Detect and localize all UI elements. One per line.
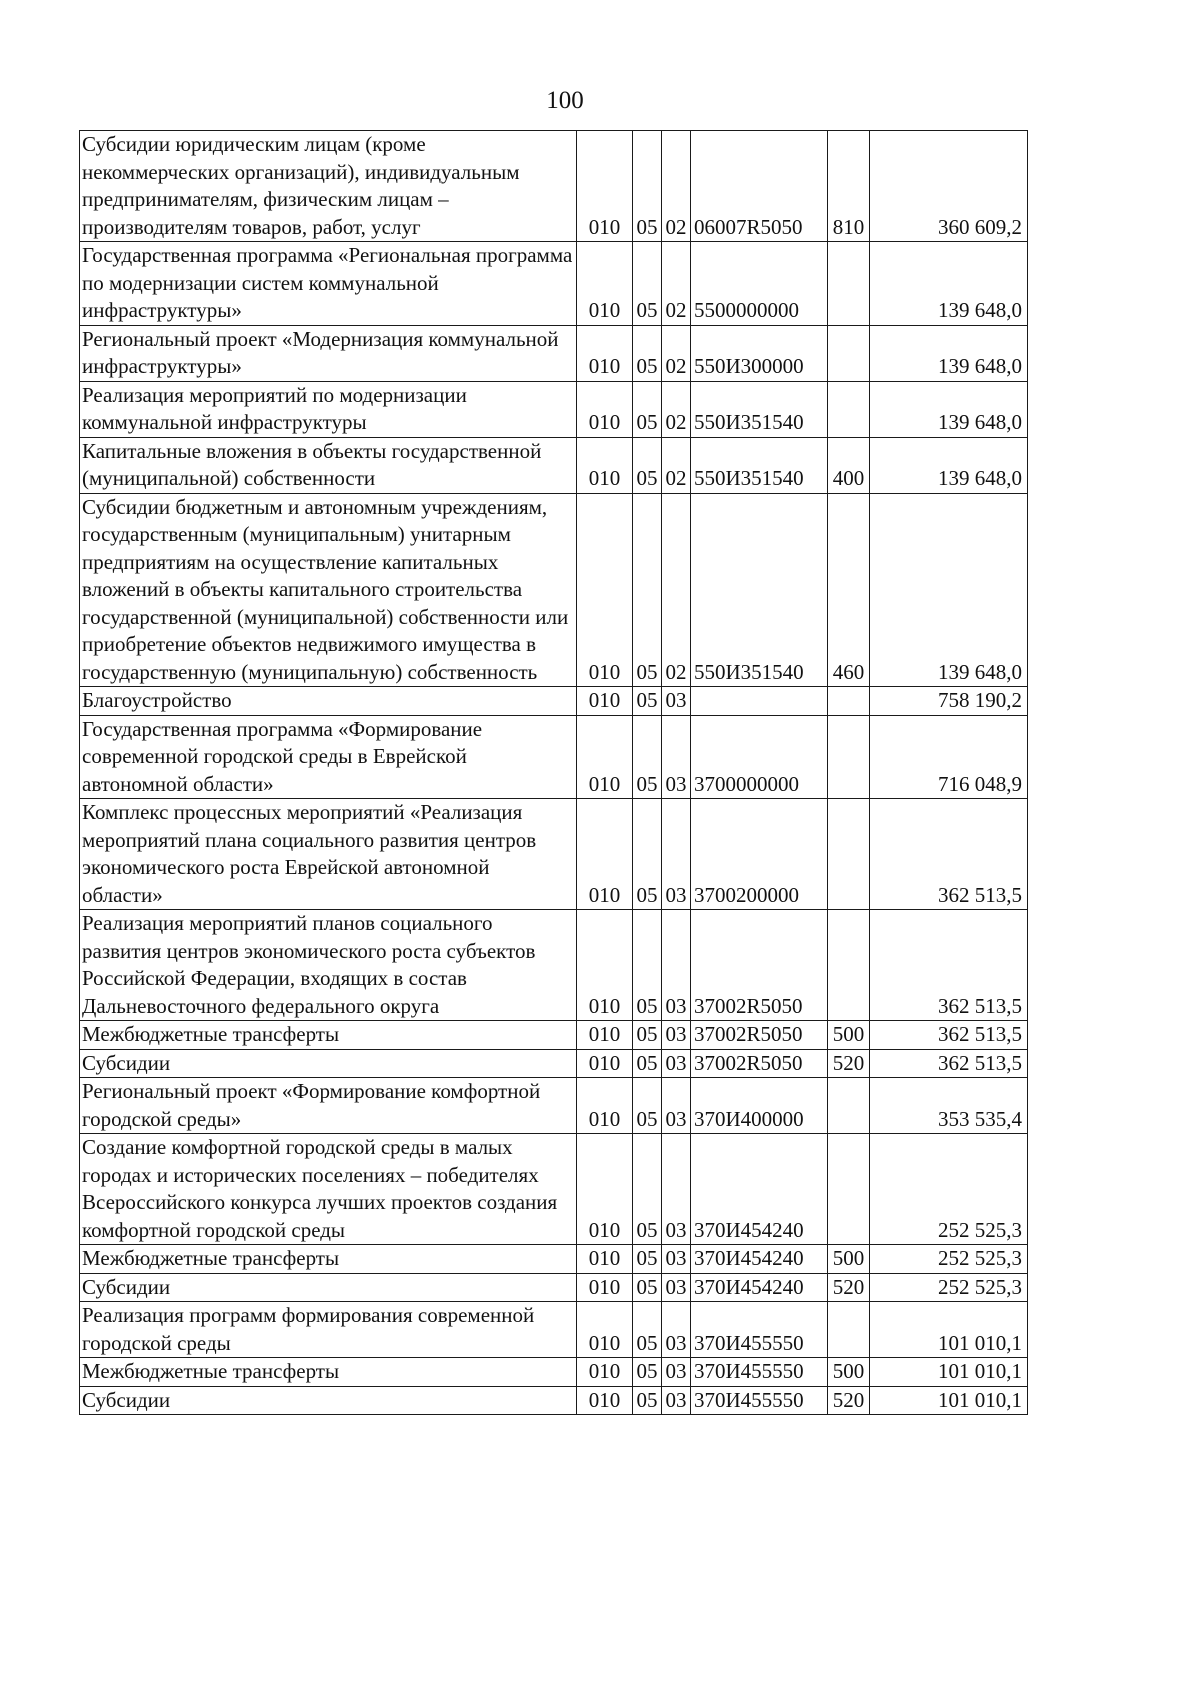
row-vr: [828, 1134, 870, 1245]
row-name: Капитальные вложения в объекты государственной (муниципальной) собственности: [80, 437, 577, 493]
row-rz: 05: [633, 493, 662, 687]
page-number: 100: [546, 87, 584, 114]
table-row: [80, 1358, 1028, 1387]
row-name: Субсидии: [80, 1049, 577, 1078]
table-row: [80, 131, 1028, 242]
row-csr: 550И351540: [691, 381, 828, 437]
row-rz: 05: [633, 381, 662, 437]
row-gr: 010: [577, 242, 633, 326]
row-vr: 520: [828, 1049, 870, 1078]
table-row: [80, 1302, 1028, 1358]
row-pr: 02: [662, 493, 691, 687]
row-pr: 03: [662, 1273, 691, 1302]
row-pr: 03: [662, 715, 691, 799]
table-row: [80, 242, 1028, 326]
row-sum: 139 648,0: [870, 242, 1028, 326]
row-vr: [828, 242, 870, 326]
row-gr: 010: [577, 1358, 633, 1387]
row-csr: [691, 687, 828, 716]
row-gr: 010: [577, 799, 633, 910]
row-name: Субсидии: [80, 1273, 577, 1302]
row-gr: 010: [577, 687, 633, 716]
table-row: [80, 1386, 1028, 1415]
row-gr: 010: [577, 1302, 633, 1358]
budget-table-body: [80, 131, 1028, 1415]
row-gr: 010: [577, 1273, 633, 1302]
table-row: [80, 437, 1028, 493]
table-row: [80, 325, 1028, 381]
row-csr: 5500000000: [691, 242, 828, 326]
row-rz: 05: [633, 1049, 662, 1078]
row-gr: 010: [577, 493, 633, 687]
row-rz: 05: [633, 910, 662, 1021]
row-name: Субсидии юридическим лицам (кроме некоммерческих организаций), индивидуальным предпринимателям, физическим лицам – производителям товаров, работ, услуг: [80, 131, 577, 242]
row-vr: [828, 1302, 870, 1358]
row-csr: 3700200000: [691, 799, 828, 910]
row-rz: 05: [633, 1021, 662, 1050]
row-sum: 101 010,1: [870, 1358, 1028, 1387]
row-name: Реализация мероприятий по модернизации коммунальной инфраструктуры: [80, 381, 577, 437]
row-name: Региональный проект «Модернизация коммунальной инфраструктуры»: [80, 325, 577, 381]
row-sum: 360 609,2: [870, 131, 1028, 242]
row-sum: 758 190,2: [870, 687, 1028, 716]
table-row: [80, 381, 1028, 437]
row-vr: [828, 687, 870, 716]
row-gr: 010: [577, 325, 633, 381]
row-vr: 500: [828, 1245, 870, 1274]
row-vr: 520: [828, 1273, 870, 1302]
row-rz: 05: [633, 1386, 662, 1415]
table-row: [80, 687, 1028, 716]
row-rz: 05: [633, 1245, 662, 1274]
row-gr: 010: [577, 1049, 633, 1078]
row-name: Реализация мероприятий планов социального развития центров экономического роста субъектов Российской Федерации, входящих в состав Дальневосточного федерального округа: [80, 910, 577, 1021]
row-pr: 03: [662, 1245, 691, 1274]
row-sum: 353 535,4: [870, 1078, 1028, 1134]
row-rz: 05: [633, 1078, 662, 1134]
row-vr: 400: [828, 437, 870, 493]
row-csr: 3700000000: [691, 715, 828, 799]
row-name: Государственная программа «Формирование современной городской среды в Еврейской автономной области»: [80, 715, 577, 799]
row-name: Межбюджетные трансферты: [80, 1245, 577, 1274]
row-sum: 362 513,5: [870, 1021, 1028, 1050]
row-name: Государственная программа «Региональная программа по модернизации систем коммунальной инфраструктуры»: [80, 242, 577, 326]
row-name: Субсидии: [80, 1386, 577, 1415]
row-csr: 06007R5050: [691, 131, 828, 242]
row-rz: 05: [633, 715, 662, 799]
row-vr: 500: [828, 1358, 870, 1387]
row-sum: 362 513,5: [870, 910, 1028, 1021]
row-name: Создание комфортной городской среды в малых городах и исторических поселениях – победителях Всероссийского конкурса лучших проектов создания комфортной городской среды: [80, 1134, 577, 1245]
row-csr: 370И454240: [691, 1245, 828, 1274]
row-sum: 252 525,3: [870, 1273, 1028, 1302]
row-name: Межбюджетные трансферты: [80, 1021, 577, 1050]
row-vr: [828, 381, 870, 437]
row-pr: 03: [662, 1386, 691, 1415]
row-rz: 05: [633, 242, 662, 326]
row-gr: 010: [577, 1245, 633, 1274]
row-vr: [828, 799, 870, 910]
row-pr: 03: [662, 1358, 691, 1387]
row-sum: 716 048,9: [870, 715, 1028, 799]
row-gr: 010: [577, 1134, 633, 1245]
row-csr: 37002R5050: [691, 910, 828, 1021]
row-name: Благоустройство: [80, 687, 577, 716]
row-sum: 139 648,0: [870, 493, 1028, 687]
row-rz: 05: [633, 799, 662, 910]
row-name: Субсидии бюджетным и автономным учреждениям, государственным (муниципальным) унитарным предприятиям на осуществление капитальных вложений в объекты капитального строительства государственной (муниципальной) собственности или приобретение объектов недвижимого имущества в государственную (муниципальную) собственность: [80, 493, 577, 687]
row-sum: 252 525,3: [870, 1245, 1028, 1274]
row-vr: [828, 715, 870, 799]
table-row: [80, 1049, 1028, 1078]
row-gr: 010: [577, 437, 633, 493]
row-vr: 810: [828, 131, 870, 242]
row-pr: 02: [662, 131, 691, 242]
row-sum: 139 648,0: [870, 381, 1028, 437]
row-csr: 370И454240: [691, 1273, 828, 1302]
row-vr: [828, 910, 870, 1021]
row-csr: 370И455550: [691, 1386, 828, 1415]
row-csr: 550И351540: [691, 493, 828, 687]
row-gr: 010: [577, 1386, 633, 1415]
row-pr: 02: [662, 242, 691, 326]
row-pr: 02: [662, 381, 691, 437]
table-row: [80, 910, 1028, 1021]
table-row: [80, 715, 1028, 799]
row-sum: 101 010,1: [870, 1302, 1028, 1358]
row-rz: 05: [633, 325, 662, 381]
row-pr: 03: [662, 799, 691, 910]
row-pr: 03: [662, 1021, 691, 1050]
row-csr: 37002R5050: [691, 1049, 828, 1078]
row-gr: 010: [577, 1078, 633, 1134]
row-csr: 37002R5050: [691, 1021, 828, 1050]
row-name: Межбюджетные трансферты: [80, 1358, 577, 1387]
row-rz: 05: [633, 437, 662, 493]
row-vr: 460: [828, 493, 870, 687]
table-row: [80, 799, 1028, 910]
row-pr: 03: [662, 1049, 691, 1078]
table-row: [80, 1134, 1028, 1245]
row-pr: 03: [662, 687, 691, 716]
row-pr: 03: [662, 910, 691, 1021]
table-row: [80, 1245, 1028, 1274]
row-pr: 02: [662, 325, 691, 381]
budget-table: [79, 130, 1028, 1415]
row-sum: 101 010,1: [870, 1386, 1028, 1415]
row-name: Реализация программ формирования современной городской среды: [80, 1302, 577, 1358]
row-vr: [828, 325, 870, 381]
row-csr: 370И454240: [691, 1134, 828, 1245]
row-csr: 370И455550: [691, 1358, 828, 1387]
row-rz: 05: [633, 1302, 662, 1358]
table-row: [80, 1273, 1028, 1302]
row-csr: 370И400000: [691, 1078, 828, 1134]
row-rz: 05: [633, 131, 662, 242]
row-pr: 03: [662, 1302, 691, 1358]
row-rz: 05: [633, 1134, 662, 1245]
row-vr: 500: [828, 1021, 870, 1050]
row-csr: 550И300000: [691, 325, 828, 381]
row-rz: 05: [633, 1358, 662, 1387]
row-rz: 05: [633, 687, 662, 716]
row-rz: 05: [633, 1273, 662, 1302]
row-pr: 03: [662, 1078, 691, 1134]
row-sum: 139 648,0: [870, 325, 1028, 381]
row-gr: 010: [577, 910, 633, 1021]
table-row: [80, 1021, 1028, 1050]
row-vr: 520: [828, 1386, 870, 1415]
row-gr: 010: [577, 715, 633, 799]
row-name: Комплекс процессных мероприятий «Реализация мероприятий плана социального развития центров экономического роста Еврейской автономной области»: [80, 799, 577, 910]
table-row: [80, 1078, 1028, 1134]
row-name: Региональный проект «Формирование комфортной городской среды»: [80, 1078, 577, 1134]
row-pr: 03: [662, 1134, 691, 1245]
row-sum: 362 513,5: [870, 799, 1028, 910]
row-csr: 370И455550: [691, 1302, 828, 1358]
row-gr: 010: [577, 381, 633, 437]
row-sum: 362 513,5: [870, 1049, 1028, 1078]
row-gr: 010: [577, 1021, 633, 1050]
row-sum: 252 525,3: [870, 1134, 1028, 1245]
table-row: [80, 493, 1028, 687]
row-csr: 550И351540: [691, 437, 828, 493]
row-gr: 010: [577, 131, 633, 242]
row-pr: 02: [662, 437, 691, 493]
row-vr: [828, 1078, 870, 1134]
row-sum: 139 648,0: [870, 437, 1028, 493]
